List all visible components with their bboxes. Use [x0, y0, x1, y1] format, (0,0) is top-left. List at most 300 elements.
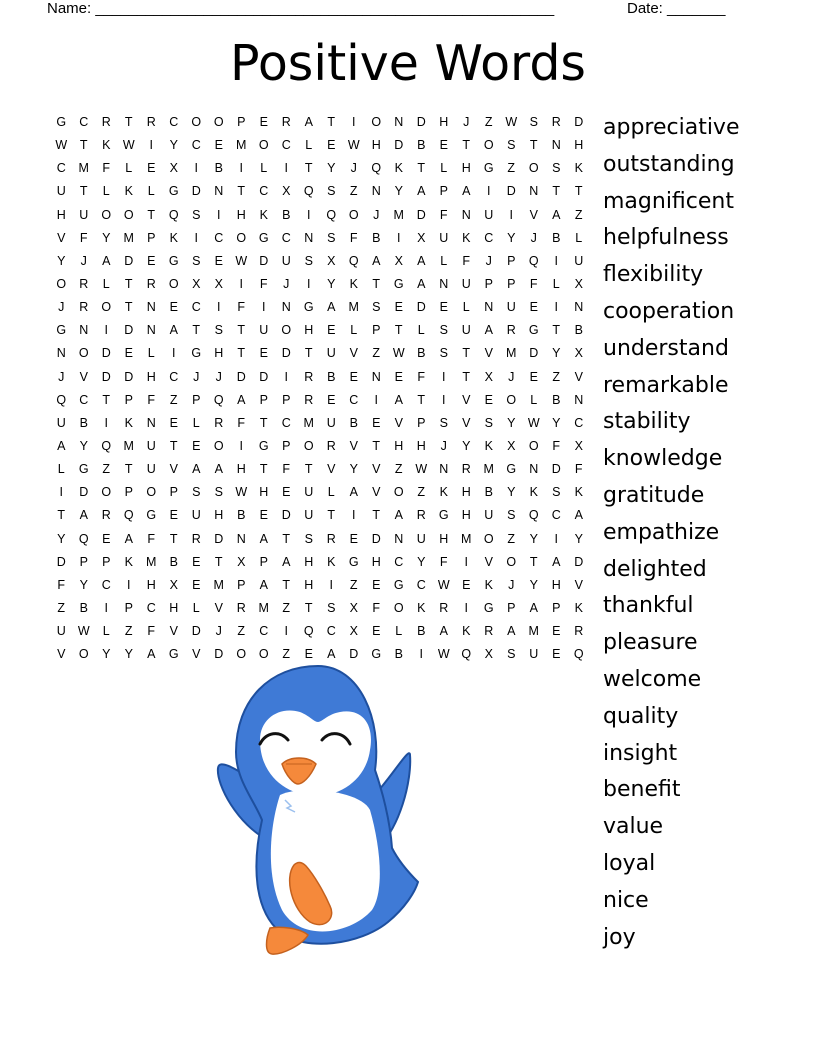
grid-letter[interactable]: C	[79, 115, 89, 129]
grid-letter[interactable]: I	[397, 230, 401, 245]
grid-letter[interactable]: C	[169, 369, 179, 384]
grid-letter[interactable]: L	[327, 485, 335, 500]
grid-letter[interactable]: F	[147, 531, 156, 546]
grid-letter[interactable]: I	[127, 577, 131, 592]
grid-letter[interactable]: C	[281, 415, 291, 430]
grid-letter[interactable]: L	[192, 600, 200, 615]
grid-letter[interactable]: U	[326, 415, 336, 430]
grid-letter[interactable]: R	[326, 531, 336, 546]
grid-letter[interactable]: R	[574, 624, 584, 639]
grid-letter[interactable]: J	[440, 438, 447, 453]
grid-letter[interactable]: Y	[394, 184, 403, 199]
grid-letter[interactable]: M	[393, 207, 404, 222]
grid-letter[interactable]: U	[79, 207, 89, 222]
grid-letter[interactable]: Q	[123, 508, 134, 523]
grid-letter[interactable]: P	[552, 600, 561, 615]
grid-letter[interactable]: M	[528, 624, 539, 639]
grid-letter[interactable]: U	[484, 508, 494, 523]
grid-letter[interactable]: G	[168, 647, 179, 662]
grid-letter[interactable]: F	[349, 230, 358, 245]
grid-letter[interactable]: O	[348, 207, 359, 222]
grid-letter[interactable]: M	[461, 531, 472, 546]
grid-letter[interactable]: O	[213, 115, 224, 129]
grid-letter[interactable]: S	[507, 647, 516, 662]
grid-letter[interactable]: Y	[57, 531, 66, 546]
grid-letter[interactable]: S	[214, 485, 223, 500]
grid-letter[interactable]: E	[372, 577, 381, 592]
grid-letter[interactable]: X	[327, 253, 336, 268]
grid-letter[interactable]: V	[57, 647, 66, 662]
grid-letter[interactable]: L	[147, 346, 155, 361]
grid-letter[interactable]: T	[169, 438, 178, 453]
grid-letter[interactable]: X	[349, 624, 358, 639]
grid-letter[interactable]: N	[439, 462, 449, 477]
grid-letter[interactable]: S	[304, 531, 313, 546]
grid-letter[interactable]: P	[282, 438, 291, 453]
grid-letter[interactable]: A	[237, 392, 246, 407]
grid-letter[interactable]: Z	[394, 462, 403, 477]
grid-letter[interactable]: R	[461, 462, 471, 477]
grid-letter[interactable]: S	[192, 253, 201, 268]
grid-letter[interactable]: T	[237, 184, 246, 199]
grid-letter[interactable]: J	[508, 577, 515, 592]
grid-letter[interactable]: E	[214, 138, 223, 153]
grid-letter[interactable]: S	[327, 600, 336, 615]
grid-letter[interactable]: M	[146, 554, 157, 569]
grid-letter[interactable]: I	[284, 369, 288, 384]
grid-letter[interactable]: Z	[237, 624, 246, 639]
grid-letter[interactable]: K	[574, 600, 583, 615]
grid-letter[interactable]: A	[574, 508, 583, 523]
grid-letter[interactable]: N	[371, 184, 381, 199]
grid-letter[interactable]: G	[146, 508, 157, 523]
grid-letter[interactable]: Y	[169, 138, 178, 153]
grid-letter[interactable]: W	[347, 138, 360, 153]
grid-letter[interactable]: O	[528, 161, 539, 176]
grid-letter[interactable]: A	[417, 276, 426, 291]
grid-letter[interactable]: C	[259, 184, 269, 199]
grid-letter[interactable]: V	[394, 415, 403, 430]
grid-letter[interactable]: C	[56, 161, 66, 176]
grid-letter[interactable]: Z	[102, 462, 111, 477]
grid-letter[interactable]: D	[259, 369, 269, 384]
grid-letter[interactable]: A	[417, 253, 426, 268]
grid-letter[interactable]: W	[235, 253, 248, 268]
grid-letter[interactable]: G	[506, 462, 517, 477]
grid-letter[interactable]: D	[349, 647, 359, 662]
grid-letter[interactable]: H	[169, 600, 179, 615]
grid-letter[interactable]: I	[149, 138, 153, 153]
grid-letter[interactable]: D	[506, 184, 516, 199]
grid-letter[interactable]: E	[394, 369, 403, 384]
grid-letter[interactable]: K	[124, 184, 133, 199]
grid-letter[interactable]: B	[237, 508, 246, 523]
grid-letter[interactable]: X	[282, 184, 291, 199]
grid-letter[interactable]: E	[147, 161, 156, 176]
grid-letter[interactable]: M	[78, 161, 89, 176]
grid-letter[interactable]: B	[214, 161, 223, 176]
grid-letter[interactable]: L	[395, 624, 403, 639]
grid-letter[interactable]: N	[56, 346, 66, 361]
grid-letter[interactable]: H	[371, 554, 381, 569]
grid-letter[interactable]: O	[236, 230, 247, 245]
grid-letter[interactable]: A	[304, 115, 313, 129]
grid-letter[interactable]: U	[484, 207, 494, 222]
grid-letter[interactable]: N	[529, 184, 539, 199]
grid-letter[interactable]: N	[281, 300, 291, 315]
grid-letter[interactable]: I	[442, 369, 446, 384]
grid-letter[interactable]: G	[348, 554, 359, 569]
grid-letter[interactable]: Z	[282, 647, 291, 662]
grid-letter[interactable]: C	[394, 554, 404, 569]
grid-letter[interactable]: T	[304, 462, 313, 477]
name-field[interactable]: Name: _______________________________________________________	[47, 0, 555, 17]
grid-letter[interactable]: K	[169, 230, 178, 245]
grid-letter[interactable]: H	[551, 577, 561, 592]
grid-letter[interactable]: V	[327, 462, 336, 477]
grid-letter[interactable]: D	[394, 138, 404, 153]
grid-letter[interactable]: K	[574, 485, 583, 500]
grid-letter[interactable]: I	[172, 346, 176, 361]
grid-letter[interactable]: X	[574, 276, 583, 291]
grid-letter[interactable]: R	[439, 600, 449, 615]
grid-letter[interactable]: J	[373, 207, 380, 222]
grid-letter[interactable]: U	[56, 415, 66, 430]
grid-letter[interactable]: N	[146, 323, 156, 338]
grid-letter[interactable]: J	[283, 276, 290, 291]
grid-letter[interactable]: H	[394, 438, 404, 453]
grid-letter[interactable]: Z	[417, 485, 426, 500]
grid-letter[interactable]: T	[552, 323, 561, 338]
grid-letter[interactable]: T	[237, 323, 246, 338]
grid-letter[interactable]: G	[528, 323, 539, 338]
grid-letter[interactable]: I	[59, 485, 63, 500]
grid-letter[interactable]: X	[237, 554, 246, 569]
grid-letter[interactable]: G	[483, 600, 494, 615]
grid-letter[interactable]: U	[506, 300, 516, 315]
grid-letter[interactable]: I	[239, 438, 243, 453]
grid-letter[interactable]: N	[214, 184, 224, 199]
grid-letter[interactable]: P	[507, 600, 516, 615]
grid-letter[interactable]: K	[124, 554, 133, 569]
grid-letter[interactable]: U	[304, 508, 314, 523]
grid-letter[interactable]: E	[552, 624, 561, 639]
grid-letter[interactable]: F	[439, 554, 448, 569]
grid-letter[interactable]: A	[529, 600, 538, 615]
grid-letter[interactable]: I	[104, 323, 108, 338]
grid-letter[interactable]: P	[192, 392, 201, 407]
grid-letter[interactable]: H	[146, 369, 156, 384]
grid-letter[interactable]: T	[124, 276, 133, 291]
grid-letter[interactable]: D	[281, 508, 291, 523]
grid-letter[interactable]: N	[394, 115, 404, 129]
grid-letter[interactable]: L	[552, 276, 560, 291]
grid-letter[interactable]: N	[394, 531, 404, 546]
grid-letter[interactable]: P	[507, 253, 516, 268]
grid-letter[interactable]: J	[58, 369, 65, 384]
grid-letter[interactable]: A	[507, 624, 516, 639]
grid-letter[interactable]: R	[101, 508, 111, 523]
grid-letter[interactable]: Z	[169, 392, 178, 407]
grid-letter[interactable]: C	[281, 138, 291, 153]
grid-letter[interactable]: H	[461, 485, 471, 500]
grid-letter[interactable]: K	[417, 600, 426, 615]
grid-letter[interactable]: S	[327, 230, 336, 245]
grid-letter[interactable]: R	[236, 600, 246, 615]
grid-letter[interactable]: N	[484, 300, 494, 315]
grid-letter[interactable]: J	[58, 300, 65, 315]
grid-letter[interactable]: J	[530, 230, 537, 245]
grid-letter[interactable]: E	[327, 392, 336, 407]
grid-letter[interactable]: Z	[484, 115, 493, 129]
grid-letter[interactable]: N	[529, 462, 539, 477]
grid-letter[interactable]: S	[304, 253, 313, 268]
grid-letter[interactable]: Q	[528, 508, 539, 523]
grid-letter[interactable]: E	[439, 138, 448, 153]
grid-letter[interactable]: E	[304, 647, 313, 662]
grid-letter[interactable]: E	[462, 577, 471, 592]
grid-letter[interactable]: L	[350, 323, 358, 338]
grid-letter[interactable]: F	[102, 161, 111, 176]
grid-letter[interactable]: O	[101, 207, 112, 222]
grid-letter[interactable]: W	[55, 138, 68, 153]
grid-letter[interactable]: I	[374, 392, 378, 407]
grid-letter[interactable]: V	[349, 438, 358, 453]
grid-letter[interactable]: P	[507, 276, 516, 291]
grid-letter[interactable]: T	[417, 161, 426, 176]
grid-letter[interactable]: Z	[552, 369, 561, 384]
grid-letter[interactable]: O	[78, 647, 89, 662]
grid-letter[interactable]: D	[416, 115, 426, 129]
grid-letter[interactable]: I	[217, 300, 221, 315]
grid-letter[interactable]: C	[146, 600, 156, 615]
grid-letter[interactable]: A	[259, 577, 268, 592]
grid-letter[interactable]: D	[574, 554, 584, 569]
grid-letter[interactable]: C	[214, 230, 224, 245]
grid-letter[interactable]: X	[574, 438, 583, 453]
grid-letter[interactable]: H	[214, 346, 224, 361]
grid-letter[interactable]: W	[77, 624, 90, 639]
grid-letter[interactable]: Y	[349, 462, 358, 477]
grid-letter[interactable]: M	[303, 415, 314, 430]
grid-letter[interactable]: Y	[529, 577, 538, 592]
grid-letter[interactable]: V	[57, 230, 66, 245]
grid-letter[interactable]: T	[192, 323, 201, 338]
grid-letter[interactable]: I	[352, 115, 356, 129]
grid-letter[interactable]: T	[124, 462, 133, 477]
grid-letter[interactable]: P	[124, 485, 133, 500]
grid-letter[interactable]: V	[169, 462, 178, 477]
grid-letter[interactable]: Y	[79, 438, 88, 453]
grid-letter[interactable]: A	[192, 462, 201, 477]
grid-letter[interactable]: V	[214, 600, 223, 615]
grid-letter[interactable]: F	[529, 276, 538, 291]
grid-letter[interactable]: T	[304, 600, 313, 615]
grid-letter[interactable]: Q	[371, 161, 382, 176]
grid-letter[interactable]: M	[213, 577, 224, 592]
grid-letter[interactable]: B	[394, 647, 403, 662]
grid-letter[interactable]: Q	[326, 207, 337, 222]
grid-letter[interactable]: H	[304, 577, 314, 592]
grid-letter[interactable]: E	[349, 531, 358, 546]
grid-letter[interactable]: Y	[327, 161, 336, 176]
grid-letter[interactable]: A	[214, 462, 223, 477]
grid-letter[interactable]: G	[438, 508, 449, 523]
grid-letter[interactable]: A	[79, 508, 88, 523]
grid-letter[interactable]: Y	[552, 346, 561, 361]
grid-letter[interactable]: H	[304, 554, 314, 569]
grid-letter[interactable]: G	[168, 253, 179, 268]
grid-letter[interactable]: I	[239, 276, 243, 291]
grid-letter[interactable]: R	[146, 115, 156, 129]
grid-letter[interactable]: L	[102, 184, 110, 199]
grid-letter[interactable]: Y	[57, 253, 66, 268]
grid-letter[interactable]: X	[484, 647, 493, 662]
grid-letter[interactable]: I	[554, 300, 558, 315]
grid-letter[interactable]: R	[191, 531, 201, 546]
grid-letter[interactable]: V	[349, 346, 358, 361]
grid-letter[interactable]: G	[56, 115, 67, 129]
grid-letter[interactable]: E	[192, 577, 201, 592]
grid-letter[interactable]: W	[437, 577, 450, 592]
grid-letter[interactable]: W	[392, 346, 405, 361]
grid-letter[interactable]: V	[484, 346, 493, 361]
grid-letter[interactable]: X	[169, 161, 178, 176]
grid-letter[interactable]: D	[79, 485, 89, 500]
grid-letter[interactable]: X	[394, 253, 403, 268]
grid-letter[interactable]: T	[282, 531, 291, 546]
grid-letter[interactable]: Y	[102, 647, 111, 662]
grid-letter[interactable]: G	[371, 647, 382, 662]
grid-letter[interactable]: Z	[124, 624, 133, 639]
grid-letter[interactable]: W	[122, 138, 135, 153]
grid-letter[interactable]: C	[551, 508, 561, 523]
grid-letter[interactable]: D	[416, 300, 426, 315]
grid-letter[interactable]: C	[259, 624, 269, 639]
grid-letter[interactable]: C	[191, 138, 201, 153]
grid-letter[interactable]: V	[169, 624, 178, 639]
grid-letter[interactable]: T	[124, 115, 133, 129]
grid-letter[interactable]: X	[214, 276, 223, 291]
grid-letter[interactable]: T	[394, 323, 403, 338]
grid-letter[interactable]: R	[214, 415, 224, 430]
grid-letter[interactable]: Z	[282, 600, 291, 615]
grid-letter[interactable]: O	[146, 485, 157, 500]
grid-letter[interactable]: E	[327, 138, 336, 153]
grid-letter[interactable]: T	[237, 346, 246, 361]
grid-letter[interactable]: H	[259, 485, 269, 500]
grid-letter[interactable]: U	[574, 253, 584, 268]
grid-letter[interactable]: W	[235, 485, 248, 500]
grid-letter[interactable]: G	[393, 276, 404, 291]
grid-letter[interactable]: V	[79, 369, 88, 384]
grid-letter[interactable]: L	[125, 161, 133, 176]
grid-letter[interactable]: F	[237, 300, 246, 315]
grid-letter[interactable]: K	[484, 438, 493, 453]
grid-letter[interactable]: H	[214, 508, 224, 523]
grid-letter[interactable]: A	[282, 554, 291, 569]
grid-letter[interactable]: D	[529, 346, 539, 361]
grid-letter[interactable]: L	[575, 230, 583, 245]
grid-letter[interactable]: K	[484, 577, 493, 592]
grid-letter[interactable]: L	[57, 462, 65, 477]
grid-letter[interactable]: H	[574, 138, 584, 153]
grid-letter[interactable]: H	[371, 138, 381, 153]
grid-letter[interactable]: Y	[507, 485, 516, 500]
grid-letter[interactable]: S	[552, 485, 561, 500]
grid-letter[interactable]: R	[416, 508, 426, 523]
grid-letter[interactable]: D	[101, 369, 111, 384]
grid-letter[interactable]: V	[192, 647, 201, 662]
grid-letter[interactable]: O	[191, 115, 202, 129]
grid-letter[interactable]: O	[101, 485, 112, 500]
grid-letter[interactable]: N	[146, 415, 156, 430]
grid-letter[interactable]: G	[78, 462, 89, 477]
grid-letter[interactable]: A	[484, 323, 493, 338]
grid-letter[interactable]: T	[372, 438, 381, 453]
grid-letter[interactable]: D	[416, 207, 426, 222]
grid-letter[interactable]: Q	[168, 207, 179, 222]
grid-letter[interactable]: T	[79, 184, 88, 199]
grid-letter[interactable]: O	[528, 438, 539, 453]
grid-letter[interactable]: F	[574, 462, 583, 477]
grid-letter[interactable]: B	[372, 230, 381, 245]
grid-letter[interactable]: T	[529, 138, 538, 153]
grid-letter[interactable]: R	[146, 276, 156, 291]
grid-letter[interactable]: O	[506, 392, 517, 407]
grid-letter[interactable]: O	[303, 438, 314, 453]
grid-letter[interactable]: Y	[79, 577, 88, 592]
grid-letter[interactable]: E	[439, 300, 448, 315]
grid-letter[interactable]: T	[124, 300, 133, 315]
grid-letter[interactable]: Y	[417, 554, 426, 569]
grid-letter[interactable]: H	[439, 531, 449, 546]
grid-letter[interactable]: V	[529, 207, 538, 222]
grid-letter[interactable]: B	[282, 207, 291, 222]
grid-letter[interactable]: E	[169, 508, 178, 523]
grid-letter[interactable]: A	[394, 508, 403, 523]
grid-letter[interactable]: C	[79, 392, 89, 407]
grid-letter[interactable]: G	[258, 230, 269, 245]
grid-letter[interactable]: T	[304, 161, 313, 176]
grid-letter[interactable]: N	[574, 392, 584, 407]
grid-letter[interactable]: L	[260, 161, 268, 176]
grid-letter[interactable]: S	[327, 184, 336, 199]
grid-letter[interactable]: U	[304, 485, 314, 500]
grid-letter[interactable]: F	[282, 462, 291, 477]
grid-letter[interactable]: I	[104, 600, 108, 615]
grid-letter[interactable]: M	[123, 438, 134, 453]
grid-letter[interactable]: O	[213, 438, 224, 453]
grid-letter[interactable]: E	[372, 624, 381, 639]
grid-letter[interactable]: E	[529, 300, 538, 315]
grid-letter[interactable]: P	[237, 115, 246, 129]
grid-letter[interactable]: J	[193, 369, 200, 384]
grid-letter[interactable]: R	[484, 624, 494, 639]
grid-letter[interactable]: N	[461, 207, 471, 222]
grid-letter[interactable]: E	[192, 438, 201, 453]
grid-letter[interactable]: N	[304, 230, 314, 245]
grid-letter[interactable]: X	[349, 600, 358, 615]
grid-letter[interactable]: G	[168, 184, 179, 199]
grid-letter[interactable]: D	[101, 346, 111, 361]
grid-letter[interactable]: I	[419, 647, 423, 662]
grid-letter[interactable]: T	[372, 276, 381, 291]
grid-letter[interactable]: B	[574, 323, 583, 338]
grid-letter[interactable]: N	[79, 323, 89, 338]
grid-letter[interactable]: A	[327, 647, 336, 662]
grid-letter[interactable]: C	[574, 415, 584, 430]
